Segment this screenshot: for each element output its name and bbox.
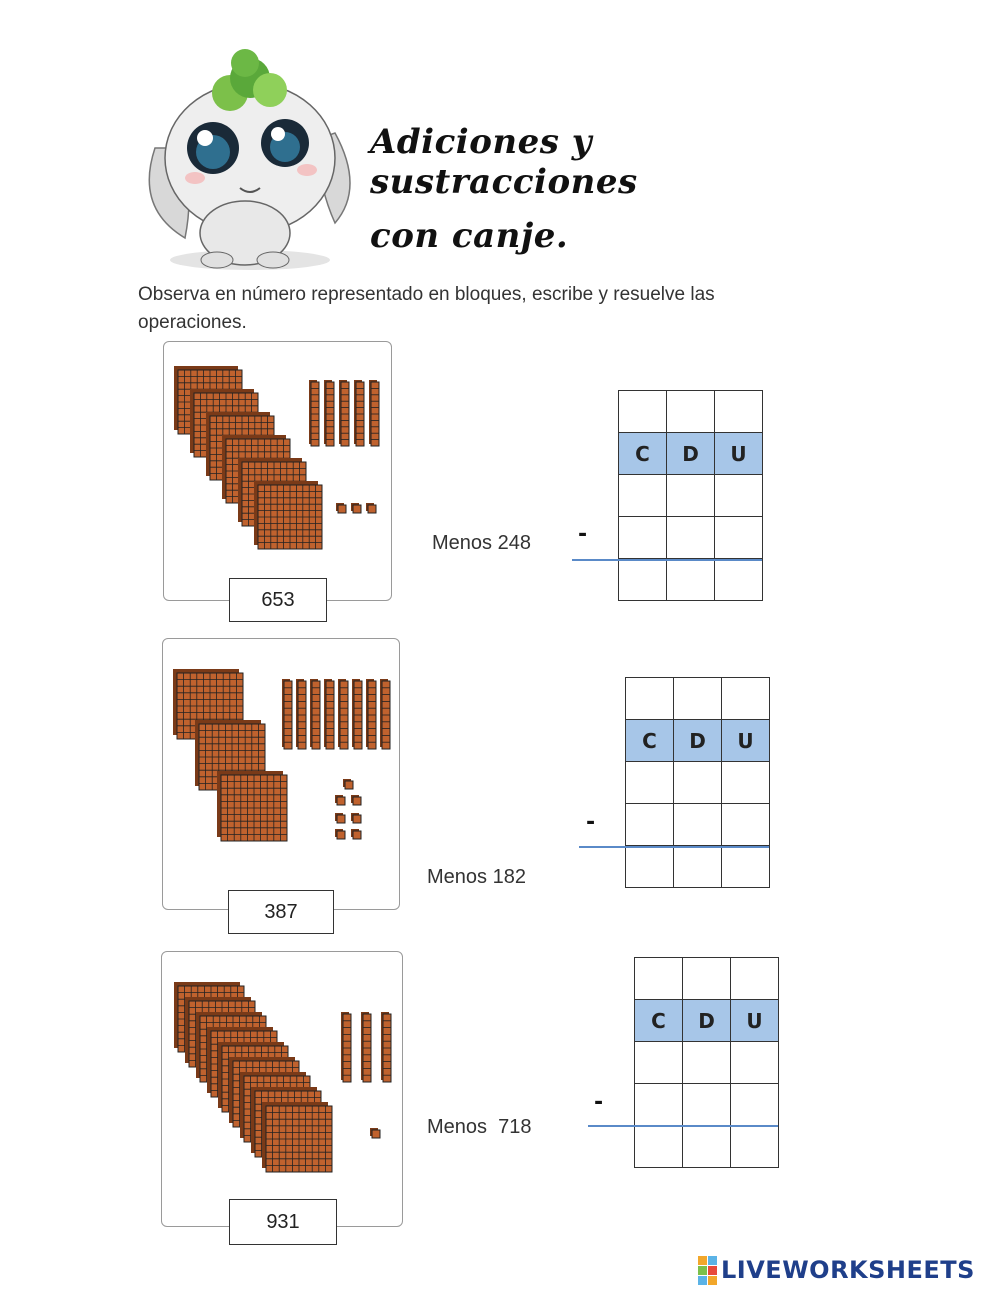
grid-cell[interactable] (683, 1042, 731, 1084)
grid-cell[interactable] (619, 475, 667, 517)
hundred-flat (254, 481, 322, 549)
ten-rod (361, 1012, 371, 1082)
header-d: D (667, 433, 715, 475)
unit-cube (351, 795, 361, 805)
cdu-grid-1 (618, 390, 763, 601)
ten-rod (338, 679, 348, 749)
title-line-2: con canje. (370, 216, 569, 256)
grid-cell[interactable] (635, 1084, 683, 1126)
header-u: U (731, 1000, 779, 1042)
header-u: U (722, 720, 770, 762)
ten-rod (339, 380, 349, 446)
underline-1 (572, 559, 762, 561)
cdu-grid-2 (625, 677, 770, 888)
liveworksheets-logo[interactable] (698, 1255, 975, 1285)
unit-cube (366, 503, 376, 513)
ten-rod (341, 1012, 351, 1082)
hundred-flat (262, 1102, 332, 1172)
grid-cell[interactable] (715, 391, 763, 433)
ten-rod (296, 679, 306, 749)
block-panel-1 (163, 341, 392, 601)
header-c: C (619, 433, 667, 475)
grid-cell[interactable] (731, 1126, 779, 1168)
ten-rod (366, 679, 376, 749)
grid-cell[interactable] (667, 559, 715, 601)
logo-text: LIVEWORKSHEETS (721, 1256, 975, 1284)
header-d: D (674, 720, 722, 762)
number-box-1[interactable]: 653 (229, 578, 327, 622)
unit-cube (335, 813, 345, 823)
minus-sign-1: - (578, 522, 588, 547)
grid-cell[interactable] (674, 762, 722, 804)
grid-cell[interactable] (667, 391, 715, 433)
grid-cell[interactable] (683, 1084, 731, 1126)
header-c: C (635, 1000, 683, 1042)
operation-label-2: Menos 182 (427, 866, 526, 888)
grid-cell[interactable] (619, 391, 667, 433)
grid-cell[interactable] (715, 559, 763, 601)
operation-label-1: Menos 248 (432, 532, 531, 554)
grid-cell[interactable] (635, 958, 683, 1000)
unit-cube (335, 795, 345, 805)
mascot-illustration (135, 38, 365, 273)
underline-3 (588, 1125, 778, 1127)
unit-cube (370, 1128, 380, 1138)
grid-cell[interactable] (635, 1126, 683, 1168)
unit-cube (343, 779, 353, 789)
ten-rod (381, 1012, 391, 1082)
grid-cell[interactable] (722, 846, 770, 888)
grid-cell[interactable] (674, 678, 722, 720)
block-panel-3 (161, 951, 403, 1227)
grid-cell[interactable] (674, 804, 722, 846)
cdu-grid-3 (634, 957, 779, 1168)
number-box-2[interactable]: 387 (228, 890, 334, 934)
ten-rod (324, 380, 334, 446)
header-c: C (626, 720, 674, 762)
grid-cell[interactable] (635, 1042, 683, 1084)
grid-cell[interactable] (626, 804, 674, 846)
header-u: U (715, 433, 763, 475)
ten-rod (352, 679, 362, 749)
ten-rod (369, 380, 379, 446)
unit-cube (351, 813, 361, 823)
page-title (370, 122, 840, 256)
grid-cell[interactable] (619, 559, 667, 601)
hundred-flat (217, 771, 287, 841)
grid-cell[interactable] (626, 846, 674, 888)
underline-2 (579, 846, 769, 848)
number-box-3[interactable]: 931 (229, 1199, 337, 1245)
grid-cell[interactable] (683, 958, 731, 1000)
grid-cell[interactable] (722, 762, 770, 804)
grid-cell[interactable] (731, 1084, 779, 1126)
unit-cube (351, 829, 361, 839)
grid-cell[interactable] (667, 517, 715, 559)
ten-rod (282, 679, 292, 749)
title-line-1: Adiciones y sustracciones (370, 122, 638, 202)
instructions: Observa en número representado en bloques, escribe y resuelve las operaciones. (138, 284, 715, 333)
grid-cell[interactable] (731, 958, 779, 1000)
operation-label-3: Menos 718 (427, 1116, 532, 1138)
block-panel-2 (162, 638, 400, 910)
minus-sign-2: - (586, 810, 596, 835)
unit-cube (335, 829, 345, 839)
unit-cube (336, 503, 346, 513)
logo-icon (698, 1256, 717, 1285)
grid-cell[interactable] (722, 804, 770, 846)
unit-cube (351, 503, 361, 513)
grid-cell[interactable] (626, 678, 674, 720)
grid-cell[interactable] (626, 762, 674, 804)
minus-sign-3: - (594, 1090, 604, 1115)
ten-rod (380, 679, 390, 749)
ten-rod (310, 679, 320, 749)
ten-rod (324, 679, 334, 749)
grid-cell[interactable] (715, 475, 763, 517)
grid-cell[interactable] (674, 846, 722, 888)
grid-cell[interactable] (715, 517, 763, 559)
grid-cell[interactable] (731, 1042, 779, 1084)
grid-cell[interactable] (683, 1126, 731, 1168)
grid-cell[interactable] (722, 678, 770, 720)
ten-rod (354, 380, 364, 446)
grid-cell[interactable] (667, 475, 715, 517)
header-d: D (683, 1000, 731, 1042)
grid-cell[interactable] (619, 517, 667, 559)
ten-rod (309, 380, 319, 446)
